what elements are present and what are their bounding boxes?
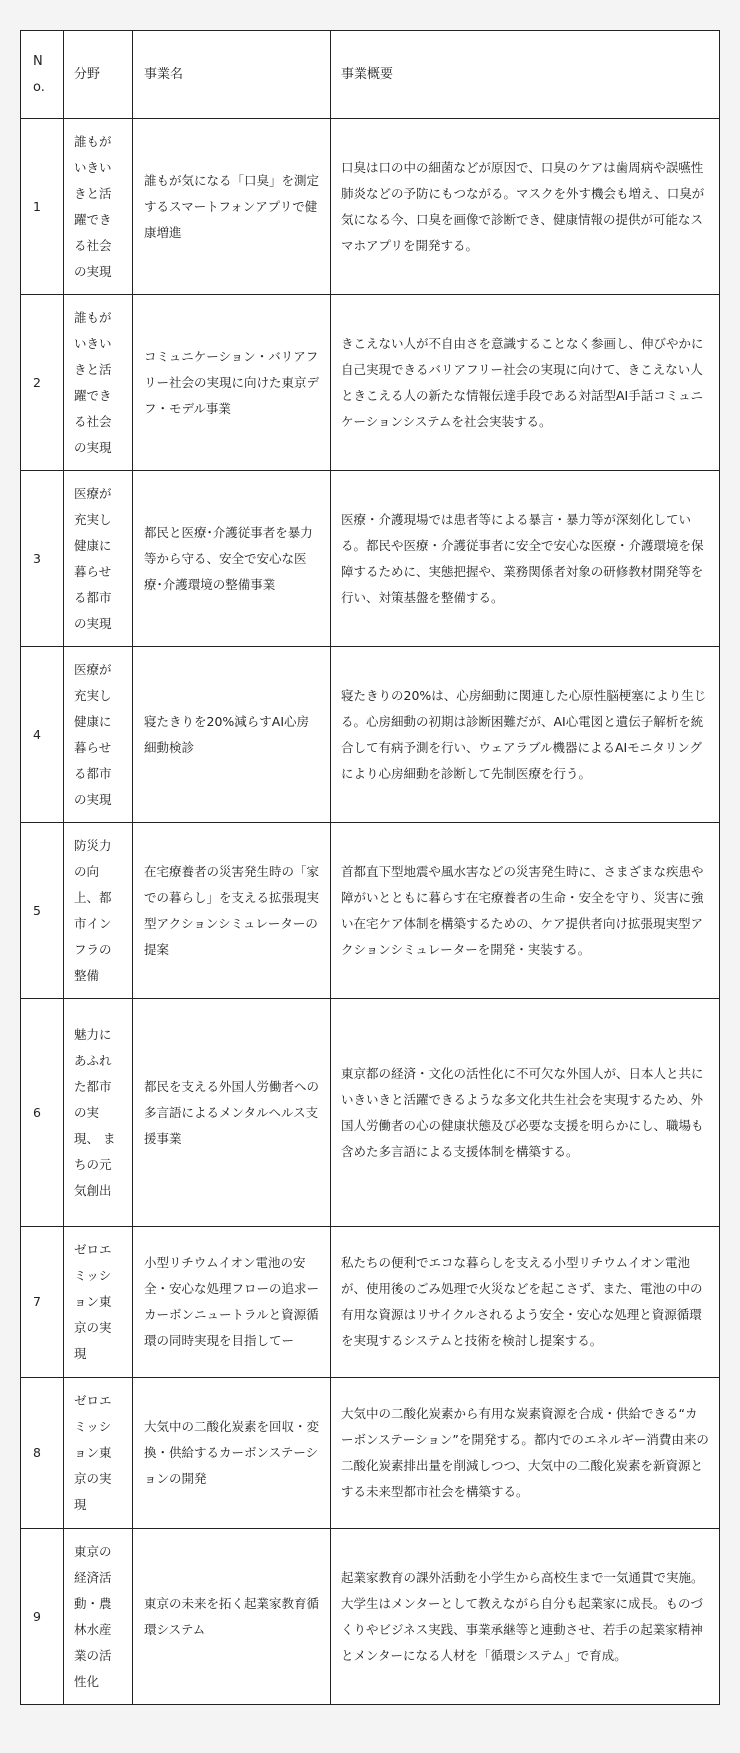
row-field: 誰もがいきいきと活躍できる社会の実現: [64, 119, 133, 295]
row-name: 大気中の二酸化炭素を回収・変換・供給するカーボンステーションの開発: [133, 1378, 331, 1529]
row-summary: 寝たきりの20%は、心房細動に関連した心原性脳梗塞により生じる。心房細動の初期は診断困難だが、AI心電図と遺伝子解析を統合して有病予測を行い、ウェアラブル機器によるAIモニタリングにより心房細動を診断して先制医療を行う。: [331, 647, 720, 823]
row-no: 2: [21, 295, 64, 471]
projects-table-container: [20, 30, 720, 1705]
row-field: 防災力の向上、都市インフラの整備: [64, 823, 133, 999]
row-summary: 首都直下型地震や風水害などの災害発生時に、さまざまな疾患や障がいとともに暮らす在宅療養者の生命・安全を守り、災害に強い在宅ケア体制を構築するための、ケア提供者向け拡張現実型アクションシミュレーターを開発・実装する。: [331, 823, 720, 999]
row-no: 5: [21, 823, 64, 999]
header-name: 事業名: [133, 31, 331, 119]
row-field: ゼロエミッション東京の実現: [64, 1227, 133, 1378]
row-name: 寝たきりを20%減らすAI心房細動検診: [133, 647, 331, 823]
table-row: [21, 119, 720, 295]
row-field: 医療が充実し健康に暮らせる都市の実現: [64, 647, 133, 823]
row-summary: 口臭は口の中の細菌などが原因で、口臭のケアは歯周病や誤嚥性肺炎などの予防にもつながる。マスクを外す機会も増え、口臭が気になる今、口臭を画像で診断でき、健康情報の提供が可能なスマホアプリを開発する。: [331, 119, 720, 295]
row-summary: 私たちの便利でエコな暮らしを支える小型リチウムイオン電池が、使用後のごみ処理で火災などを起こさず、また、電池の中の有用な資源はリサイクルされるよう安全・安心な処理と資源循環を実現するシステムと技術を検討し提案する。: [331, 1227, 720, 1378]
row-no: 4: [21, 647, 64, 823]
row-name: 小型リチウムイオン電池の安全・安心な処理フローの追求ーカーボンニュートラルと資源循環の同時実現を目指してー: [133, 1227, 331, 1378]
table-row: [21, 295, 720, 471]
header-no: No.: [21, 31, 64, 119]
table-row: [21, 647, 720, 823]
row-no: 9: [21, 1529, 64, 1705]
table-header-row: [21, 31, 720, 119]
row-no: 8: [21, 1378, 64, 1529]
table-row: [21, 1378, 720, 1529]
row-no: 6: [21, 999, 64, 1227]
row-name: 誰もが気になる「口臭」を測定するスマートフォンアプリで健康増進: [133, 119, 331, 295]
row-summary: 大気中の二酸化炭素から有用な炭素資源を合成・供給できる“カーボンステーション”を開発する。都内でのエネルギー消費由来の二酸化炭素排出量を削減しつつ、大気中の二酸化炭素を新資源とする未来型都市社会を構築する。: [331, 1378, 720, 1529]
row-no: 1: [21, 119, 64, 295]
row-field: 魅力にあふれた都市の実現、 まちの元気創出: [64, 999, 133, 1227]
row-no: 3: [21, 471, 64, 647]
row-name: コミュニケーション・バリアフリー社会の実現に向けた東京デフ・モデル事業: [133, 295, 331, 471]
row-name: 東京の未来を拓く起業家教育循環システム: [133, 1529, 331, 1705]
row-summary: 起業家教育の課外活動を小学生から高校生まで一気通貫で実施。大学生はメンターとして教えながら自分も起業家に成長。ものづくりやビジネス実践、事業承継等と連動させ、若手の起業家精神とメンターになる人材を「循環システム」で育成。: [331, 1529, 720, 1705]
row-name: 都民と医療･介護従事者を暴力等から守る、安全で安心な医療･介護環境の整備事業: [133, 471, 331, 647]
row-field: ゼロエミッション東京の実現: [64, 1378, 133, 1529]
row-field: 誰もがいきいきと活躍できる社会の実現: [64, 295, 133, 471]
row-field: 東京の経済活動・農林水産業の活性化: [64, 1529, 133, 1705]
row-summary: 医療・介護現場では患者等による暴言・暴力等が深刻化している。都民や医療・介護従事者に安全で安心な医療・介護環境を保障するために、実態把握や、業務関係者対象の研修教材開発等を行い、対策基盤を整備する。: [331, 471, 720, 647]
table-row: [21, 1529, 720, 1705]
header-summary: 事業概要: [331, 31, 720, 119]
table-row: [21, 823, 720, 999]
table-row: [21, 999, 720, 1227]
row-no: 7: [21, 1227, 64, 1378]
projects-table: [20, 30, 720, 1705]
row-summary: 東京都の経済・文化の活性化に不可欠な外国人が、日本人と共にいきいきと活躍できるような多文化共生社会を実現するため、外国人労働者の心の健康状態及び必要な支援を明らかにし、職場も含めた多言語による支援体制を構築する。: [331, 999, 720, 1227]
row-name: 都民を支える外国人労働者への多言語によるメンタルヘルス支援事業: [133, 999, 331, 1227]
table-row: [21, 471, 720, 647]
row-summary: きこえない人が不自由さを意識することなく参画し、伸びやかに自己実現できるバリアフリー社会の実現に向けて、きこえない人ときこえる人の新たな情報伝達手段である対話型AI手話コミュニケーションシステムを社会実装する。: [331, 295, 720, 471]
row-field: 医療が充実し健康に暮らせる都市の実現: [64, 471, 133, 647]
table-row: [21, 1227, 720, 1378]
row-name: 在宅療養者の災害発生時の「家での暮らし」を支える拡張現実型アクションシミュレーターの提案: [133, 823, 331, 999]
header-field: 分野: [64, 31, 133, 119]
